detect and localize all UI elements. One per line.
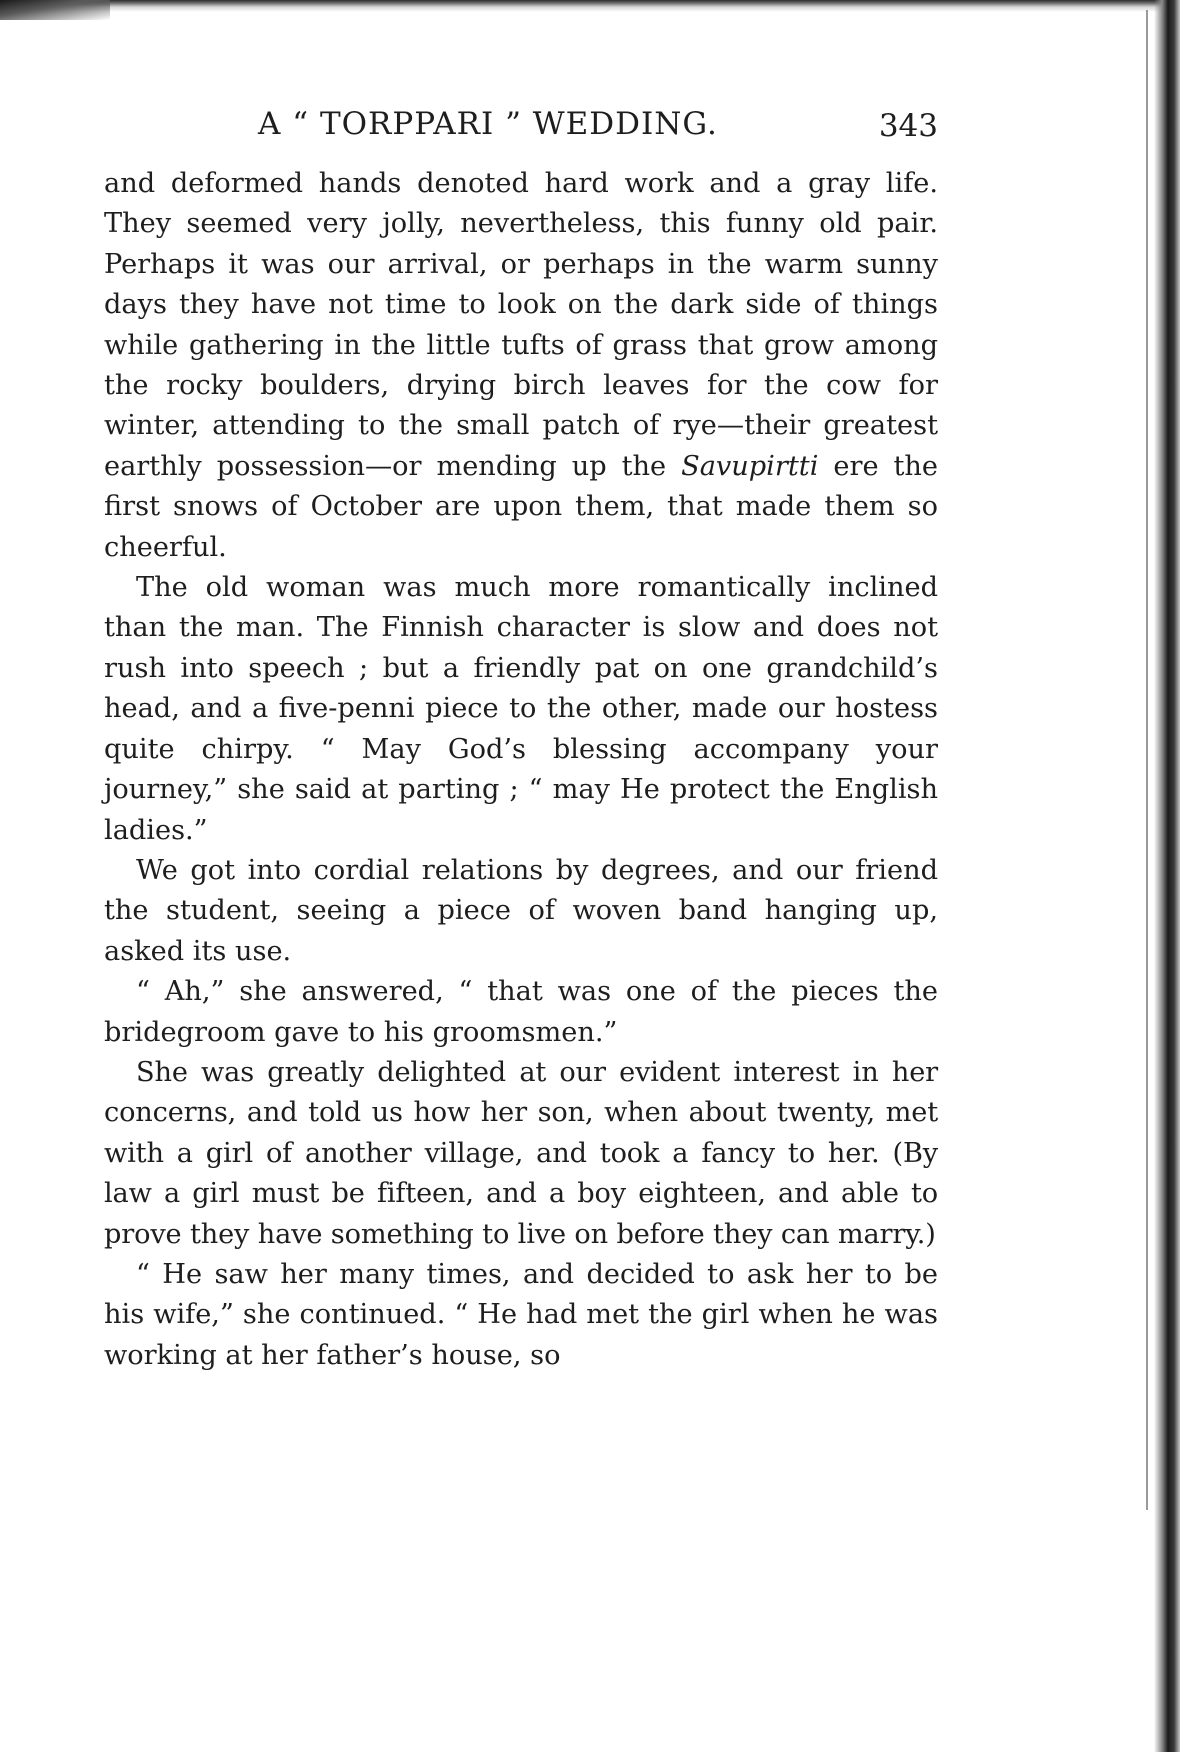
paragraph-6 xyxy=(104,1255,938,1376)
paragraph-5 xyxy=(104,1053,938,1255)
paragraph-6-text: “ He saw her many times, and decided to ask her to be his wife,” she continued. “ He had met the girl when he was working at her father’s house, so xyxy=(104,1258,938,1371)
page-number: 343 xyxy=(878,108,938,144)
scan-right-edge-line xyxy=(1146,10,1148,1510)
scan-top-left-smudge xyxy=(0,0,110,20)
scan-right-edge-shadow xyxy=(1154,0,1180,1752)
running-head xyxy=(104,102,938,164)
running-title: A “ TORPPARI ” WEDDING. xyxy=(258,106,718,142)
paragraph-3-text: We got into cordial relations by degrees, and our friend the student, seeing a piece of woven band hanging up, asked its use. xyxy=(104,854,938,967)
scan-top-edge-shadow xyxy=(0,0,1180,12)
paragraph-5-text: She was greatly delighted at our evident interest in her concerns, and told us how her son, when about twenty, met with a girl of another village, and took a fancy to her. (By law a girl must be fifteen, and a boy eighteen, and able to prove they have something to live on before they can marry.) xyxy=(104,1056,938,1250)
paragraph-2 xyxy=(104,568,938,851)
paragraph-1 xyxy=(104,164,938,568)
paragraph-1-text-after: ere the first snows of October are upon them, that made them so cheerful. xyxy=(104,450,938,563)
paragraph-4-text: “ Ah,” she answered, “ that was one of the pieces the bridegroom gave to his groomsmen.” xyxy=(104,976,938,1048)
book-page xyxy=(104,102,938,1376)
paragraph-2-text: The old woman was much more romantically inclined than the man. The Finnish character is slow and does not rush into speech ; but a friendly pat on one grandchild’s head, and a five-penni piece to the other, made our hostess quite chirpy. “ May God’s blessing accompany your journey,” she said at parting ; “ may He protect the English ladies.” xyxy=(104,572,938,846)
paragraph-4 xyxy=(104,972,938,1053)
paragraph-1-text-before: and deformed hands denoted hard work and a gray life. They seemed very jolly, nevertheless, this funny old pair. Perhaps it was our arrival, or perhaps in the warm sunny days they have not time to look on the dark side of things while gathering in the little tufts of grass that grow among the rocky boulders, drying birch leaves for the cow for winter, attending to the small patch of rye—their greatest earthly possession—or mending up the xyxy=(104,168,938,482)
paragraph-1-italic-term: Savupirtti xyxy=(681,450,819,482)
paragraph-3 xyxy=(104,851,938,972)
